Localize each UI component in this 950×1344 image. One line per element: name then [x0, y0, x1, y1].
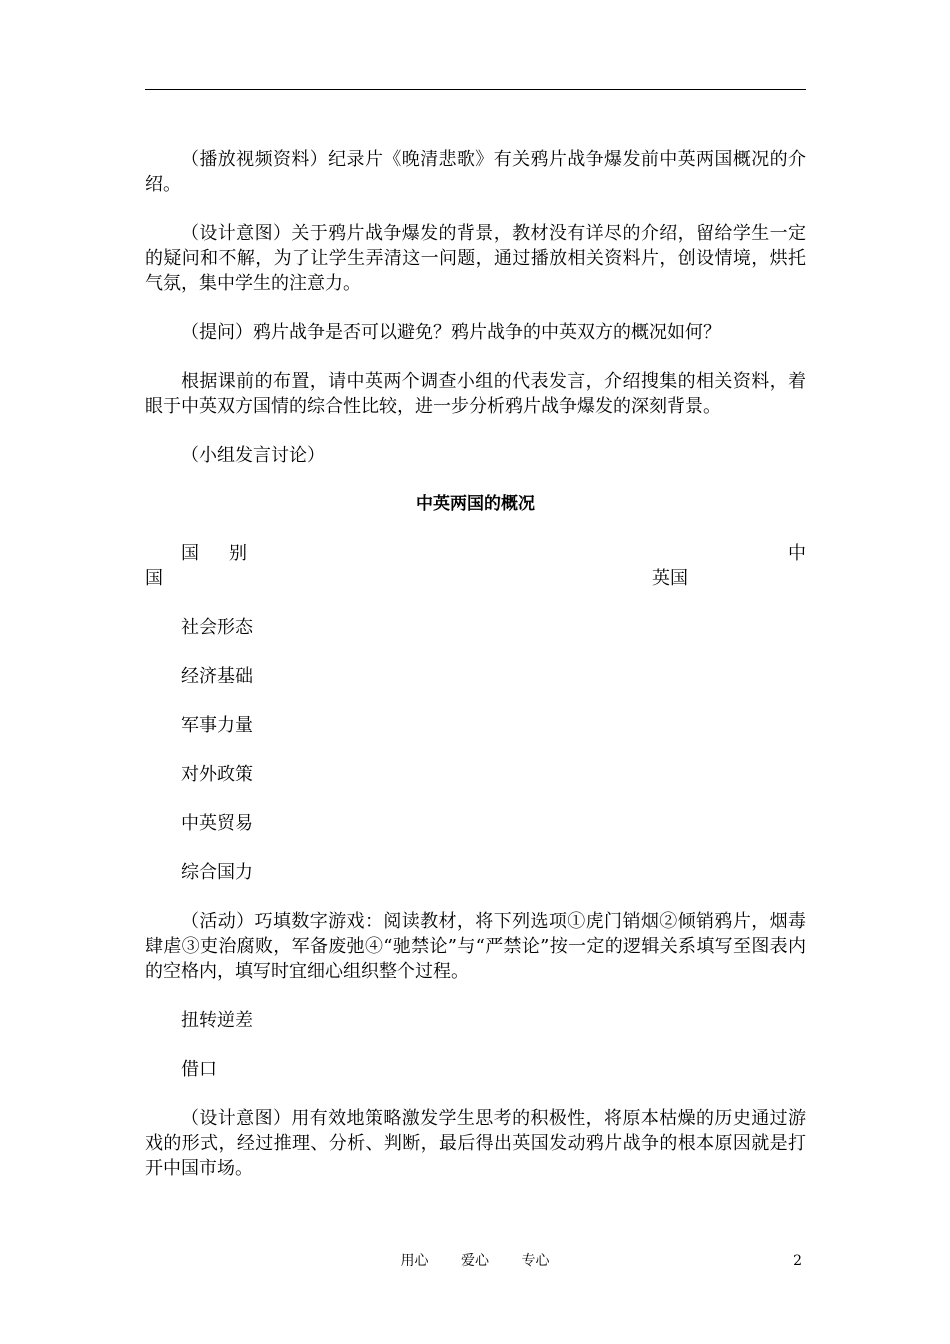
column-china-part2: 国 — [145, 568, 163, 589]
paragraph-activity-design: （设计意图）用有效地策略激发学生思考的积极性，将原本枯燥的历史通过游戏的形式，经过推理、分析、判断，最后得出英国发动鸦片战争的根本原因就是打开中国市场。 — [145, 1108, 806, 1179]
row-label: 中英贸易 — [181, 813, 253, 834]
column-country: 国别 — [181, 543, 277, 564]
paragraph-group-report: 根据课前的布置，请中英两个调查小组的代表发言，介绍搜集的相关资料，着眼于中英双方国情的综合性比较，进一步分析鸦片战争爆发的深刻背景。 — [145, 371, 806, 417]
page-content — [145, 147, 806, 1181]
column-china-part1: 中 — [788, 543, 806, 564]
paragraph-question: （提问）鸦片战争是否可以避免？鸦片战争的中英双方的概况如何？ — [181, 322, 721, 343]
page-number: 2 — [793, 1253, 802, 1269]
column-uk: 英国 — [652, 568, 688, 589]
table-header — [145, 541, 806, 591]
row-label: 经济基础 — [181, 666, 253, 687]
paragraph-design-intent: （设计意图）关于鸦片战争爆发的背景，教材没有详尽的介绍，留给学生一定的疑问和不解，为了让学生弄清这一问题，通过播放相关资料片，创设情境，烘托气氛，集中学生的注意力。 — [145, 223, 806, 294]
row-label: 综合国力 — [181, 862, 253, 883]
paragraph-activity: （活动）巧填数字游戏：阅读教材，将下列选项①虎门销烟②倾销鸦片，烟毒肆虐③吏治腐败，军备废弛④“驰禁论”与“严禁论”按一定的逻辑关系填写至图表内的空格内，填写时宜细心组织整个过程。 — [145, 911, 806, 982]
activity-item-reverse-deficit: 扭转逆差 — [181, 1010, 253, 1031]
footer-motto: 用心 爱心 专心 — [400, 1253, 550, 1269]
header-rule — [145, 89, 806, 90]
table-title: 中英两国的概况 — [416, 494, 535, 514]
row-label: 军事力量 — [181, 715, 253, 736]
activity-item-pretext: 借口 — [181, 1059, 217, 1080]
row-label: 社会形态 — [181, 617, 253, 638]
row-label: 对外政策 — [181, 764, 253, 785]
paragraph-discussion: （小组发言讨论） — [181, 445, 325, 466]
paragraph-video: （播放视频资料）纪录片《晚清悲歌》有关鸦片战争爆发前中英两国概况的介绍。 — [145, 149, 806, 195]
